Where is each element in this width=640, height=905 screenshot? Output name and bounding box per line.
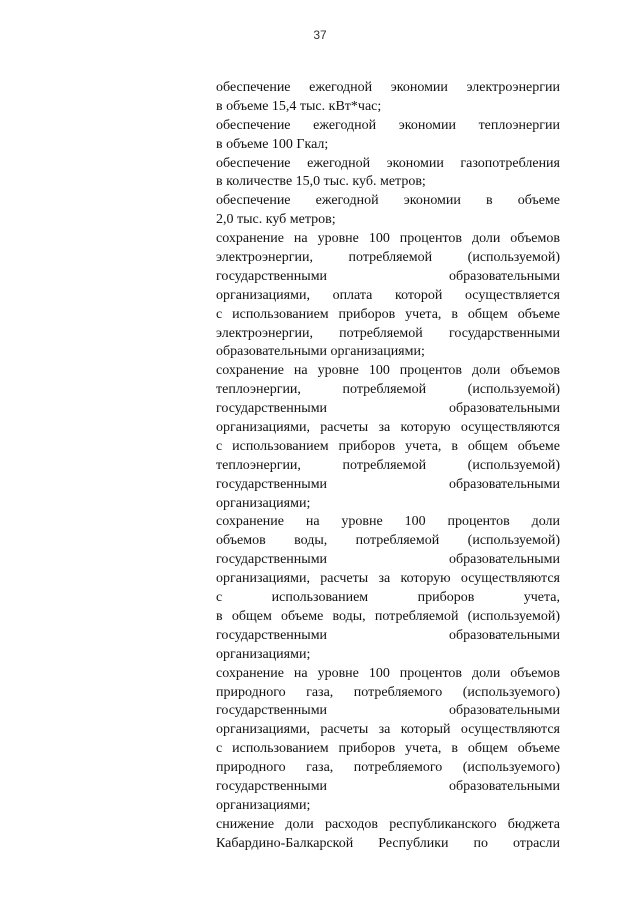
text-line: государственными образовательными bbox=[216, 401, 560, 417]
text-line: организациями; bbox=[216, 646, 311, 662]
text-line: государственными образовательными bbox=[216, 476, 560, 492]
text-line: 2,0 тыс. куб метров; bbox=[216, 212, 336, 228]
text-line: Кабардино-Балкарской Республики по отрасли bbox=[216, 835, 560, 851]
text-line: обеспечение ежегодной экономии электроэнергии bbox=[216, 80, 560, 95]
document-body-text bbox=[216, 79, 560, 854]
text-line: организациями; bbox=[216, 797, 311, 813]
text-line: сохранение на уровне 100 процентов доли объемов bbox=[216, 363, 560, 379]
text-line: в объеме 15,4 тыс. кВт*час; bbox=[216, 98, 382, 114]
text-line: электроэнергии, потребляемой (используемой) bbox=[216, 250, 560, 266]
text-line: сохранение на уровне 100 процентов доли bbox=[216, 514, 560, 530]
text-line: природного газа, потребляемого (используемого) bbox=[216, 760, 560, 776]
text-line: теплоэнергии, потребляемой (используемой) bbox=[216, 382, 560, 398]
text-line: организациями; bbox=[216, 495, 311, 511]
text-line: объемов воды, потребляемой (используемой) bbox=[216, 533, 560, 549]
text-line: образовательными организациями; bbox=[216, 344, 425, 360]
text-line: организациями, расчеты за который осуществляются bbox=[216, 722, 560, 738]
text-line: государственными образовательными bbox=[216, 552, 560, 568]
page-number: 37 bbox=[313, 28, 327, 42]
text-line: природного газа, потребляемого (используемого) bbox=[216, 684, 560, 700]
text-line: обеспечение ежегодной экономии теплоэнергии bbox=[216, 117, 560, 133]
text-line: с использованием приборов учета, в общем объеме bbox=[216, 741, 560, 757]
text-line: в объеме 100 Гкал; bbox=[216, 136, 329, 152]
text-line: теплоэнергии, потребляемой (используемой) bbox=[216, 457, 560, 473]
text-line: в общем объеме воды, потребляемой (используемой) bbox=[216, 608, 560, 624]
text-line: государственными образовательными bbox=[216, 268, 560, 284]
text-line: организациями, расчеты за которую осуществляются bbox=[216, 420, 560, 436]
text-line: государственными образовательными bbox=[216, 627, 560, 643]
text-line: сохранение на уровне 100 процентов доли объемов bbox=[216, 665, 560, 681]
text-line: организациями, оплата которой осуществляется bbox=[216, 287, 560, 303]
text-line: государственными образовательными bbox=[216, 703, 560, 719]
text-line: с использованием приборов учета, в общем объеме bbox=[216, 438, 560, 454]
text-line: сохранение на уровне 100 процентов доли объемов bbox=[216, 231, 560, 247]
text-line: государственными образовательными bbox=[216, 778, 560, 794]
text-line: в количестве 15,0 тыс. куб. метров; bbox=[216, 174, 426, 190]
text-line: обеспечение ежегодной экономии газопотребления bbox=[216, 155, 560, 171]
text-line: электроэнергии, потребляемой государственными bbox=[216, 325, 560, 341]
text-line: обеспечение ежегодной экономии в объеме bbox=[216, 193, 560, 209]
text-line: с использованием приборов учета, bbox=[216, 590, 560, 606]
text-line: с использованием приборов учета, в общем объеме bbox=[216, 306, 560, 322]
text-line: снижение доли расходов республиканского бюджета bbox=[216, 816, 560, 832]
text-line: организациями, расчеты за которую осуществляются bbox=[216, 571, 560, 587]
